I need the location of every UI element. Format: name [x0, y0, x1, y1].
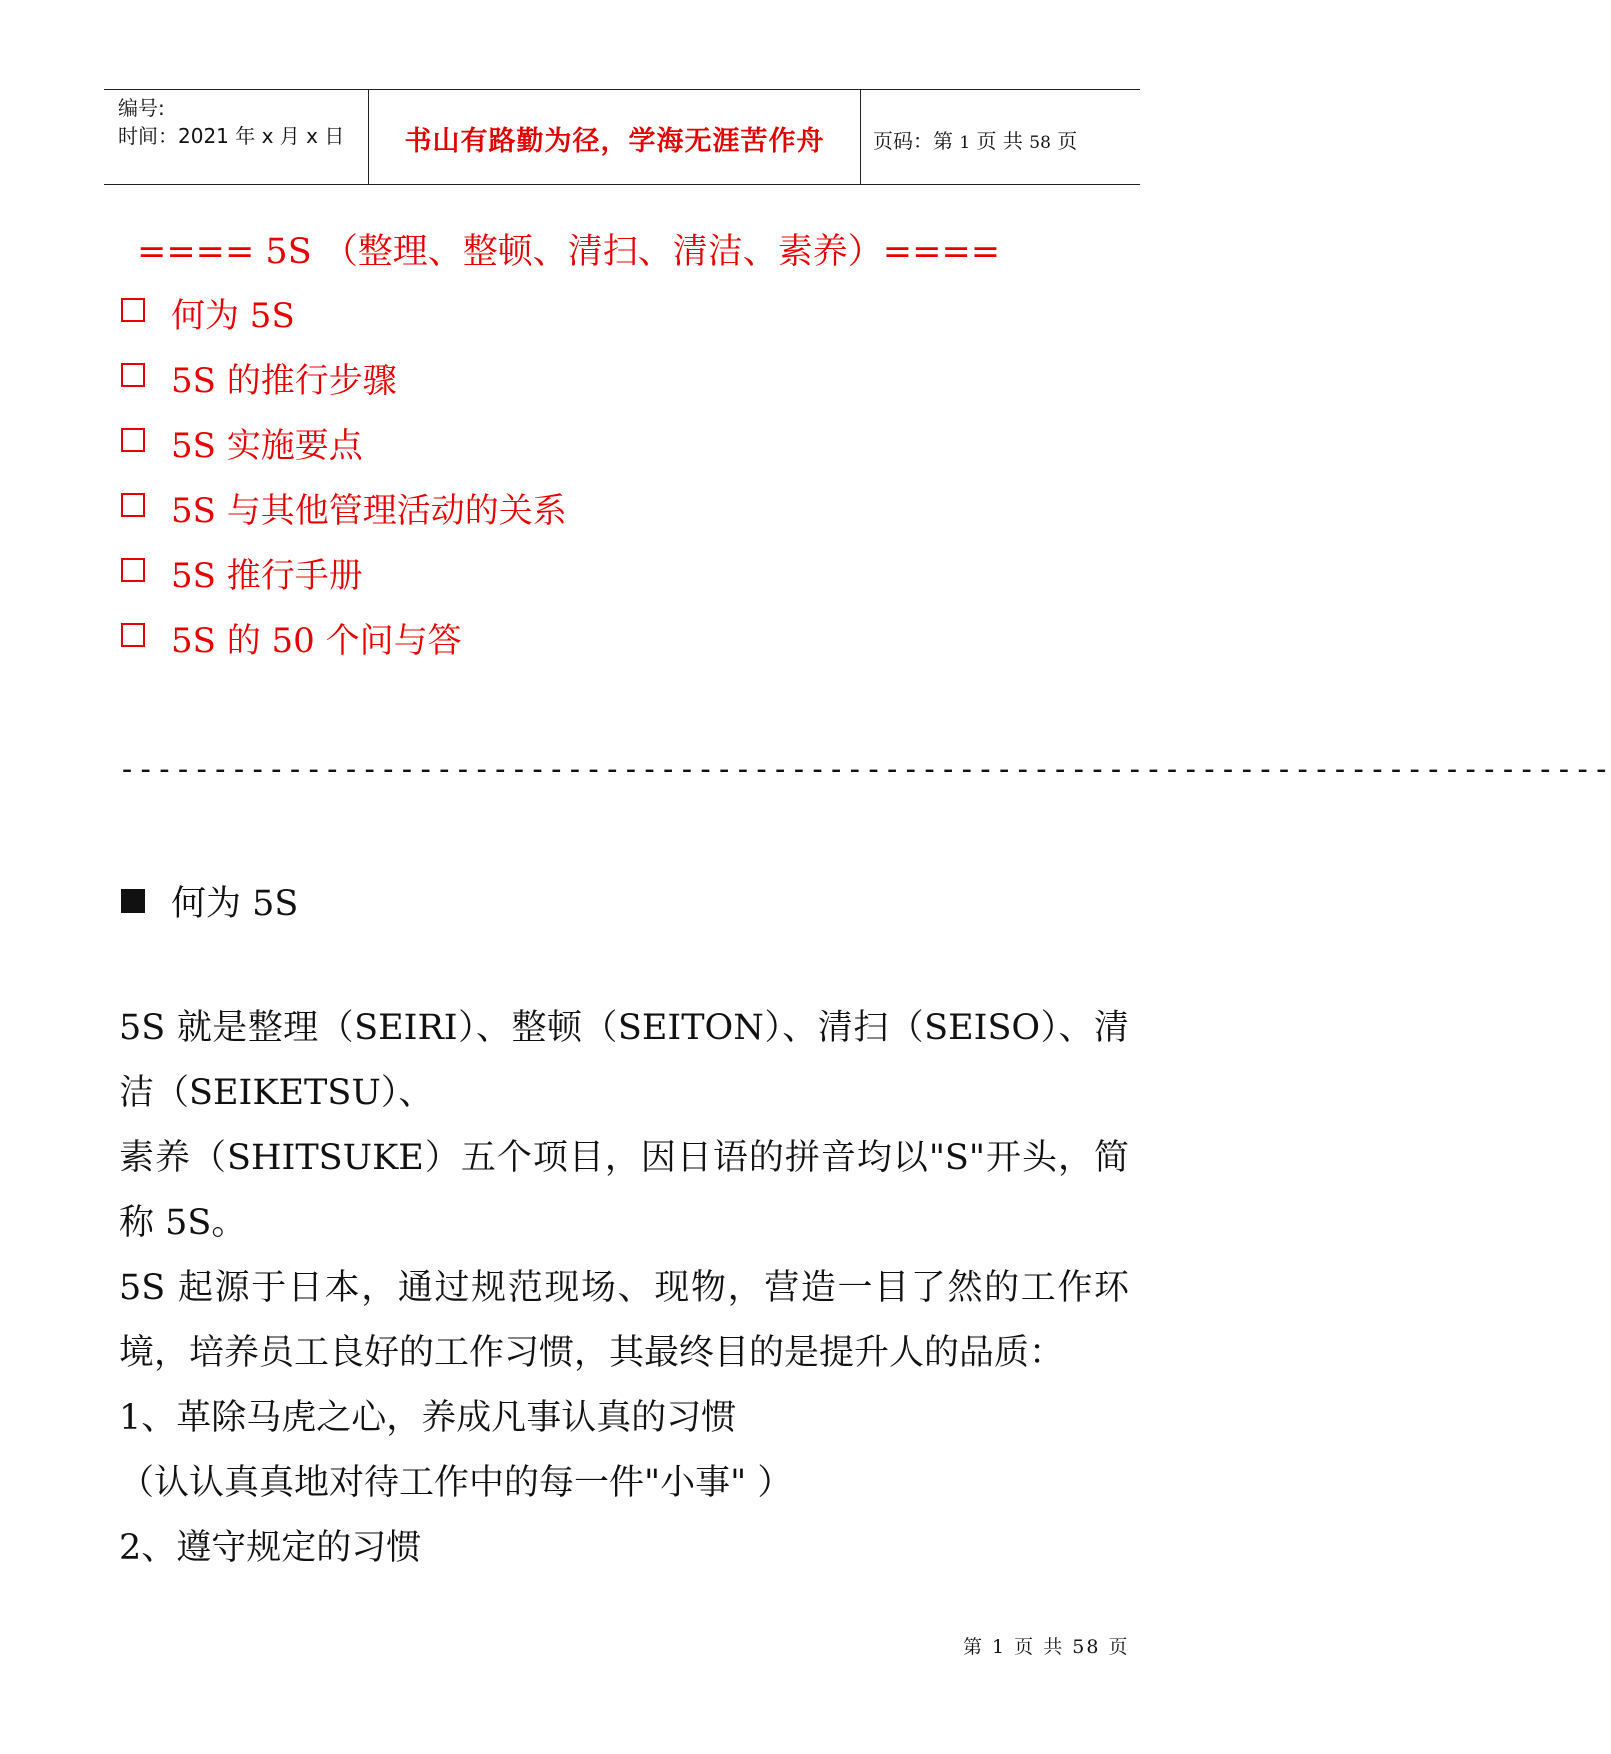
- toc-title: ==== 5S （整理、整顿、清扫、清洁、素养）====: [137, 232, 1001, 272]
- toc-item[interactable]: [121, 548, 567, 613]
- page-number: 1: [959, 133, 971, 153]
- number-label: 编号:: [118, 96, 165, 120]
- body-paragraph: 5S 起源于日本，通过规范现场、现物，营造一目了然的工作环境，培养员工良好的工作习惯，其最终目的是提升人的品质：: [119, 1268, 1129, 1373]
- checkbox-icon: [121, 363, 145, 387]
- toc-list: [121, 288, 567, 678]
- toc-item[interactable]: [121, 483, 567, 548]
- checkbox-icon: [121, 428, 145, 452]
- toc-item-label: 5S 推行手册: [171, 556, 363, 596]
- toc-item-label: 5S 实施要点: [171, 426, 363, 466]
- page-prefix: 页码：第: [873, 129, 953, 153]
- header-page-cell: [861, 90, 1140, 184]
- checkbox-icon: [121, 298, 145, 322]
- toc-item[interactable]: [121, 613, 567, 678]
- filled-square-icon: [121, 889, 145, 913]
- time-label: 时间：2021 年 x 月 x 日: [118, 124, 345, 148]
- toc-item-label: 5S 与其他管理活动的关系: [171, 491, 567, 531]
- body-paragraph: 5S 就是整理（SEIRI）、整顿（SEITON）、清扫（SEISO）、清洁（SEIKETSU）、: [119, 1008, 1129, 1113]
- toc-item[interactable]: [121, 353, 567, 418]
- body-paragraph: （认认真真地对待工作中的每一件"小事" ）: [119, 1463, 793, 1503]
- toc-item-label: 何为 5S: [171, 296, 295, 336]
- header-motto-cell: [369, 90, 861, 184]
- toc-item[interactable]: [121, 288, 567, 353]
- dashed-divider: --------------------------------------------------------------------------------: [118, 752, 1611, 787]
- checkbox-icon: [121, 493, 145, 517]
- header-meta-cell: [104, 90, 369, 184]
- body-paragraph: 1、革除马虎之心，养成凡事认真的习惯: [119, 1398, 737, 1438]
- document-header: [104, 89, 1140, 185]
- section-title-text: 何为 5S: [171, 884, 299, 924]
- page-mid: 页 共: [976, 129, 1023, 153]
- toc-item-label: 5S 的 50 个问与答: [171, 621, 462, 661]
- section-body: [119, 996, 1129, 1581]
- page-footer: 第 1 页 共 58 页: [963, 1636, 1130, 1658]
- checkbox-icon: [121, 558, 145, 582]
- motto: 书山有路勤为径，学海无涯苦作舟: [404, 126, 825, 157]
- checkbox-icon: [121, 623, 145, 647]
- page-suffix: 页: [1057, 129, 1078, 153]
- toc-item[interactable]: [121, 418, 567, 483]
- page-total: 58: [1029, 133, 1051, 153]
- section-title: [121, 876, 298, 926]
- toc-item-label: 5S 的推行步骤: [171, 361, 397, 401]
- body-paragraph: 素养（SHITSUKE）五个项目，因日语的拼音均以"S"开头，简称 5S。: [119, 1138, 1129, 1243]
- body-paragraph: 2、遵守规定的习惯: [119, 1528, 422, 1568]
- page-info: [873, 125, 1077, 154]
